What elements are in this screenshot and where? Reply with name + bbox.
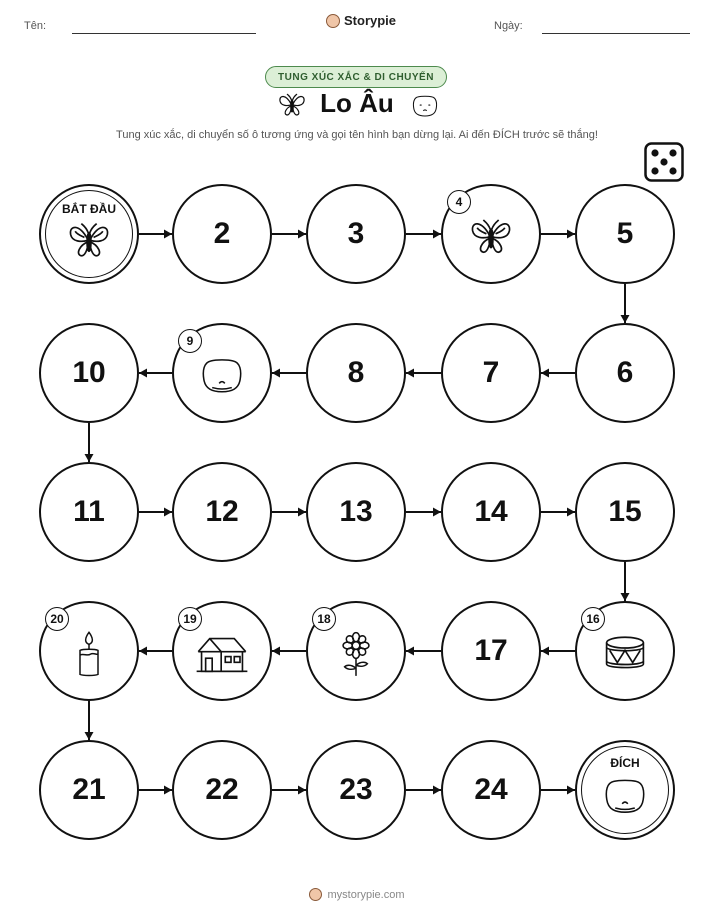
arrow <box>139 230 172 239</box>
space-number: 22 <box>205 773 239 806</box>
space-number: 6 <box>616 356 634 389</box>
arrow <box>541 369 575 378</box>
footer-url: mystorypie.com <box>327 888 405 901</box>
arrow <box>406 786 441 795</box>
date-label: Ngày: <box>494 20 523 32</box>
worried-face-icon <box>201 357 243 400</box>
page-title: Lo Âu <box>320 88 394 118</box>
butterfly-icon <box>66 221 112 266</box>
drum-icon <box>602 633 648 680</box>
space-number: 10 <box>72 356 106 389</box>
space-number: 15 <box>608 495 642 528</box>
arrow <box>272 369 306 378</box>
arrow <box>621 284 630 323</box>
space-number: 11 <box>73 495 105 528</box>
instructions: Tung xúc xắc, di chuyển số ô tương ứng và gọi tên hình bạn dừng lại. Ai đến ĐÍCH trước sẽ thắng! <box>116 129 598 141</box>
arrow <box>139 647 172 656</box>
space-number-badge: 19 <box>178 607 202 631</box>
arrow <box>406 369 441 378</box>
space-number: 13 <box>339 495 373 528</box>
arrow <box>406 508 441 517</box>
space-number-badge: 16 <box>581 607 605 631</box>
candle-icon <box>74 631 104 684</box>
space-number: 3 <box>347 217 365 250</box>
arrow <box>272 647 306 656</box>
worried-face-icon <box>604 777 646 820</box>
arrow <box>272 508 306 517</box>
arrow <box>272 786 306 795</box>
house-icon <box>195 633 249 680</box>
space-number-badge: 9 <box>178 329 202 353</box>
arrow <box>541 647 575 656</box>
arrow <box>85 701 94 740</box>
space-number-badge: 18 <box>312 607 336 631</box>
name-label: Tên: <box>24 20 47 32</box>
arrow <box>406 647 441 656</box>
flower-icon <box>337 632 375 683</box>
space-number: 17 <box>474 634 508 667</box>
brand-name: Storypie <box>344 13 397 28</box>
space-label: BẮT ĐẦU <box>62 202 116 216</box>
arrow <box>139 369 172 378</box>
arrow <box>541 786 575 795</box>
arrow <box>406 230 441 239</box>
space-number: 21 <box>72 773 106 806</box>
arrow <box>272 230 306 239</box>
space-number: 14 <box>474 495 508 528</box>
arrow <box>621 562 630 601</box>
space-number: 24 <box>474 773 508 806</box>
arrow <box>541 230 575 239</box>
butterfly-icon <box>468 217 514 262</box>
arrow <box>139 786 172 795</box>
space-number: 8 <box>347 356 365 389</box>
space-number: 12 <box>205 495 239 528</box>
space-number: 2 <box>213 217 231 250</box>
space-number: 7 <box>482 356 500 389</box>
space-number: 23 <box>339 773 373 806</box>
space-label: ĐÍCH <box>610 756 640 770</box>
game-tag: TUNG XÚC XẮC & DI CHUYỂN <box>265 66 447 88</box>
arrow <box>85 423 94 462</box>
space-number: 5 <box>616 217 634 250</box>
arrow <box>541 508 575 517</box>
arrow <box>139 508 172 517</box>
space-number-badge: 4 <box>447 190 471 214</box>
space-number-badge: 20 <box>45 607 69 631</box>
